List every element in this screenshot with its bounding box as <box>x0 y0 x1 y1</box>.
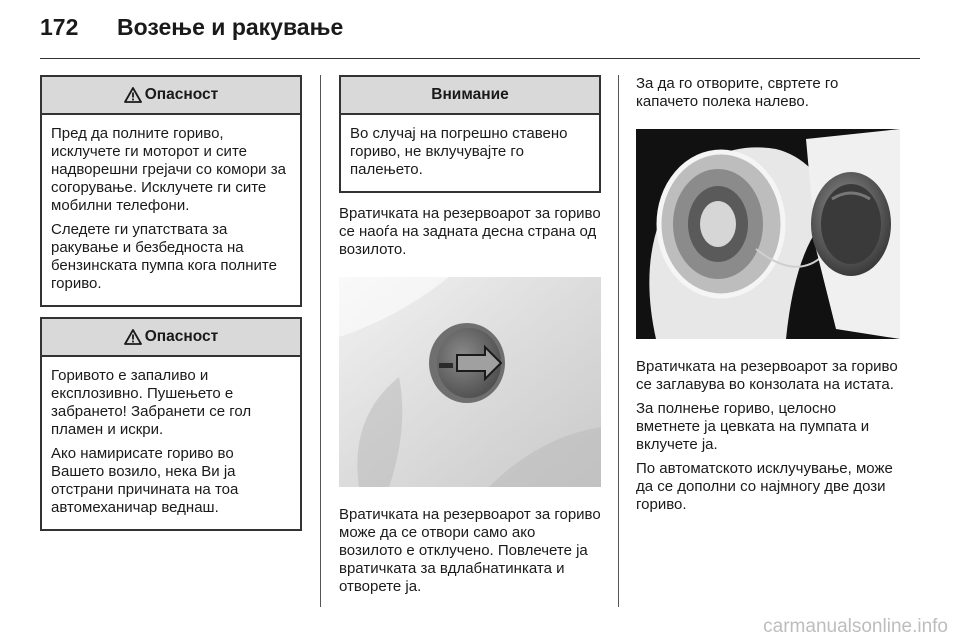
danger-box-body <box>42 115 300 305</box>
column-2 <box>339 75 601 602</box>
fuel-cap-photo <box>636 129 900 339</box>
danger-box-2 <box>40 317 302 531</box>
danger-heading: Опасност <box>144 328 219 345</box>
column-divider-2 <box>618 75 619 607</box>
body-paragraph: За полнење гориво, целосно вметнете ја цевката на пумпата и вклучете ја. <box>636 400 870 453</box>
body-paragraph: За да го отворите, свртете го капачето полека налево. <box>636 75 839 110</box>
warning-triangle-icon <box>124 329 142 345</box>
column-divider-1 <box>320 75 321 607</box>
page-number: 172 <box>40 14 79 40</box>
header-rule <box>40 58 920 59</box>
page-title: Возење и ракување <box>117 14 344 40</box>
danger-box-1 <box>40 75 302 307</box>
column-3 <box>636 75 900 520</box>
body-paragraph: Вратичката на резервоарот за гориво се заглавува во конзолата на истата. <box>636 358 898 393</box>
body-paragraph: Вратичката на резервоарот за гориво се наоѓа на задната десна страна од возилото. <box>339 205 601 258</box>
warning-triangle-icon <box>124 87 142 103</box>
watermark: carmanualsonline.info <box>763 616 948 637</box>
danger-paragraph: Горивото е запаливо и експлозивно. Пушењето е забрането! Забранети се гол пламен и искри. <box>51 367 252 438</box>
danger-box-header <box>42 319 300 357</box>
danger-box-header <box>42 77 300 115</box>
body-paragraph: Вратичката на резервоарот за гориво може да се отвори само ако возилото е отклучено. Повлечете ја вратичката за вдлабнатинката и отворете ја. <box>339 506 601 595</box>
danger-paragraph: Пред да полните гориво, исклучете ги моторот и сите надворешни грејачи со комори за согорување. Исклучете ги сите мобилни телефони. <box>51 125 286 214</box>
notice-text: Во случај на погрешно ставено гориво, не вклучувајте го палењето. <box>350 125 568 178</box>
fuel-door-photo <box>339 277 601 487</box>
body-paragraph: По автоматското исклучување, може да се дополни со најмногу две дози гориво. <box>636 460 893 513</box>
danger-heading: Опасност <box>144 86 219 103</box>
danger-paragraph: Следете ги упатствата за ракување и безбедноста на бензинската пумпа кога полните гориво. <box>51 221 277 292</box>
notice-box-body <box>341 115 599 191</box>
notice-box-header: Внимание <box>341 77 599 115</box>
danger-paragraph: Ако намирисате гориво во Вашето возило, нека Ви ја отстрани причината на тоа автомеханичар веднаш. <box>51 445 239 516</box>
notice-box <box>339 75 601 193</box>
column-1 <box>40 75 302 541</box>
danger-box-body <box>42 357 300 529</box>
